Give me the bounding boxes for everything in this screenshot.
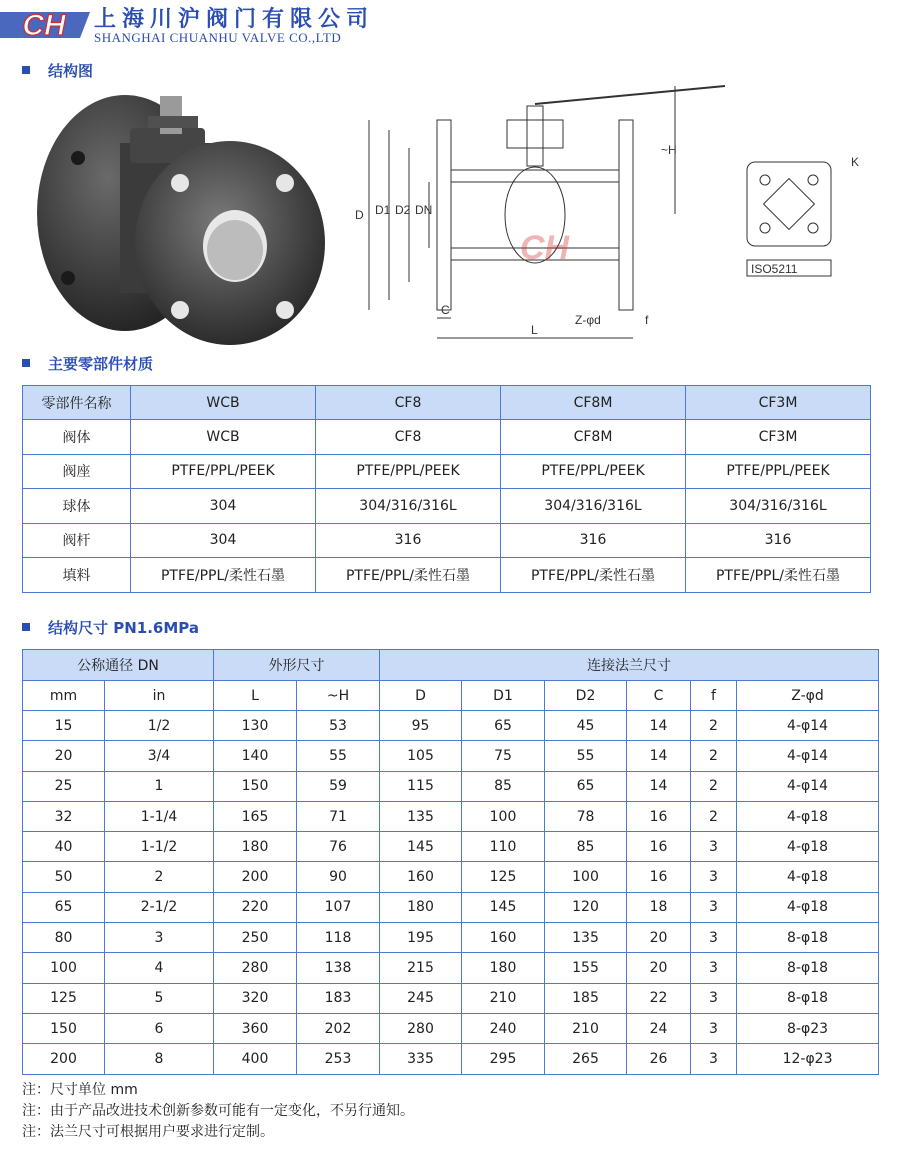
bullet-square-icon [22,623,30,631]
svg-text:~H: ~H [661,143,677,157]
table-cell: 16 [627,801,691,831]
table-header-cell: 连接法兰尺寸 [380,650,879,681]
table-cell: PTFE/PPL/PEEK [501,454,686,489]
table-row [23,862,879,892]
table-header-cell: 零部件名称 [23,386,131,420]
dimensions-subheader-row [23,681,879,711]
dimensions-table [22,649,879,1075]
table-row [23,983,879,1013]
table-cell: 240 [462,1013,545,1043]
table-row [23,558,871,593]
table-cell: 295 [462,1044,545,1074]
table-cell: 95 [380,711,462,741]
table-cell: 24 [627,1013,691,1043]
note-line: 注：法兰尺寸可根据用户要求进行定制。 [22,1124,274,1140]
table-cell: 115 [380,771,462,801]
table-cell: 阀杆 [23,523,131,558]
svg-text:f: f [645,313,649,327]
table-row [23,523,871,558]
table-row [23,741,879,771]
table-cell: 320 [214,983,297,1013]
materials-header-row [23,386,871,420]
section-title-materials: 主要零部件材质 [22,353,153,374]
table-subheader-cell: D2 [545,681,627,711]
table-cell: 180 [380,892,462,922]
table-cell: 138 [297,953,380,983]
notes [22,1080,414,1143]
table-cell: 65 [23,892,105,922]
table-cell: 304/316/316L [316,489,501,524]
table-cell: 32 [23,801,105,831]
table-cell: 110 [462,832,545,862]
table-cell: 3 [691,953,737,983]
table-cell: 12-φ23 [737,1044,879,1074]
table-header-cell: WCB [131,386,316,420]
table-header-cell: CF8M [501,386,686,420]
table-cell: 280 [380,1013,462,1043]
table-cell: 107 [297,892,380,922]
table-cell: 20 [627,953,691,983]
table-cell: 80 [23,923,105,953]
table-cell: 14 [627,741,691,771]
table-subheader-cell: L [214,681,297,711]
table-cell: 2 [105,862,214,892]
table-cell: 20 [627,923,691,953]
table-cell: 4-φ18 [737,832,879,862]
table-cell: 78 [545,801,627,831]
table-cell: 球体 [23,489,131,524]
table-cell: PTFE/PPL/PEEK [686,454,871,489]
table-cell: 76 [297,832,380,862]
company-name-en: SHANGHAI CHUANHU VALVE CO.,LTD [94,30,342,45]
table-cell: 16 [627,832,691,862]
table-cell: 40 [23,832,105,862]
table-cell: 100 [462,801,545,831]
table-cell: 4-φ18 [737,801,879,831]
table-cell: 140 [214,741,297,771]
table-header-cell: 公称通径 DN [23,650,214,681]
table-row [23,711,879,741]
table-row [23,832,879,862]
company-name-cn: 上海川沪阀门有限公司 [94,6,375,32]
table-cell: 316 [501,523,686,558]
section-title-structure: 结构图 [22,60,93,81]
table-header-cell: 外形尺寸 [214,650,380,681]
table-cell: 阀体 [23,420,131,455]
table-row [23,454,871,489]
table-header-cell: CF8 [316,386,501,420]
table-cell: 1-1/4 [105,801,214,831]
table-cell: 2 [691,711,737,741]
table-cell: 90 [297,862,380,892]
table-cell: 1/2 [105,711,214,741]
table-cell: 4-φ14 [737,741,879,771]
table-cell: 1 [105,771,214,801]
table-cell: 53 [297,711,380,741]
svg-text:ISO5211: ISO5211 [751,262,798,276]
table-cell: PTFE/PPL/柔性石墨 [501,558,686,593]
table-cell: 155 [545,953,627,983]
svg-text:D1: D1 [375,203,391,217]
table-cell: 22 [627,983,691,1013]
table-cell: 304/316/316L [501,489,686,524]
table-cell: 3 [691,892,737,922]
table-row [23,771,879,801]
svg-text:C: C [441,303,450,317]
table-cell: 2 [691,801,737,831]
table-cell: 8-φ23 [737,1013,879,1043]
table-cell: 3 [691,862,737,892]
table-cell: 180 [462,953,545,983]
valve-product-photo [30,88,330,350]
table-cell: 202 [297,1013,380,1043]
table-cell: 130 [214,711,297,741]
table-cell: 3 [691,923,737,953]
table-cell: CF8M [501,420,686,455]
table-cell: 65 [545,771,627,801]
table-cell: 4-φ14 [737,711,879,741]
table-cell: 265 [545,1044,627,1074]
svg-text:DN: DN [415,203,433,217]
table-header-cell: CF3M [686,386,871,420]
table-cell: 65 [462,711,545,741]
table-cell: 135 [380,801,462,831]
bullet-square-icon [22,66,30,74]
table-cell: 20 [23,741,105,771]
valve-technical-drawing [345,74,885,350]
table-cell: 165 [214,801,297,831]
table-cell: 200 [23,1044,105,1074]
svg-text:CH: CH [22,9,66,42]
table-cell: PTFE/PPL/柔性石墨 [131,558,316,593]
table-cell: 250 [214,923,297,953]
table-cell: 填料 [23,558,131,593]
table-cell: PTFE/PPL/柔性石墨 [316,558,501,593]
table-cell: 50 [23,862,105,892]
table-cell: 118 [297,923,380,953]
table-cell: 135 [545,923,627,953]
table-cell: 160 [380,862,462,892]
table-subheader-cell: C [627,681,691,711]
table-cell: 14 [627,711,691,741]
table-cell: 210 [462,983,545,1013]
table-row [23,801,879,831]
table-cell: 245 [380,983,462,1013]
svg-text:L: L [531,323,538,337]
table-cell: 150 [23,1013,105,1043]
table-cell: PTFE/PPL/柔性石墨 [686,558,871,593]
table-cell: 4-φ18 [737,892,879,922]
table-cell: 14 [627,771,691,801]
table-cell: 335 [380,1044,462,1074]
table-cell: PTFE/PPL/PEEK [131,454,316,489]
table-cell: 2 [691,741,737,771]
table-subheader-cell: f [691,681,737,711]
table-cell: 120 [545,892,627,922]
table-cell: 160 [462,923,545,953]
table-cell: 145 [380,832,462,862]
table-row [23,420,871,455]
table-cell: 85 [545,832,627,862]
table-cell: 59 [297,771,380,801]
table-cell: 185 [545,983,627,1013]
table-cell: 3 [691,1013,737,1043]
svg-text:D: D [355,208,364,222]
table-cell: 5 [105,983,214,1013]
table-row [23,1044,879,1074]
table-cell: 阀座 [23,454,131,489]
table-cell: 3 [691,1044,737,1074]
table-cell: 4-φ18 [737,862,879,892]
table-cell: 304/316/316L [686,489,871,524]
table-cell: 125 [462,862,545,892]
table-cell: 8-φ18 [737,983,879,1013]
table-cell: 210 [545,1013,627,1043]
table-cell: 25 [23,771,105,801]
table-cell: 55 [297,741,380,771]
table-row [23,892,879,922]
table-cell: 200 [214,862,297,892]
table-subheader-cell: ~H [297,681,380,711]
table-cell: 360 [214,1013,297,1043]
svg-text:K: K [851,155,860,169]
table-cell: 45 [545,711,627,741]
table-cell: 180 [214,832,297,862]
table-cell: 71 [297,801,380,831]
table-cell: 3/4 [105,741,214,771]
table-cell: 183 [297,983,380,1013]
svg-text:D2: D2 [395,203,411,217]
table-cell: 15 [23,711,105,741]
table-cell: 280 [214,953,297,983]
section-title-dimensions: 结构尺寸 PN1.6MPa [22,617,199,638]
table-cell: 304 [131,489,316,524]
table-subheader-cell: in [105,681,214,711]
table-row [23,1013,879,1043]
company-logo [0,4,90,44]
table-cell: 215 [380,953,462,983]
table-cell: 145 [462,892,545,922]
materials-table [22,385,871,593]
table-cell: 6 [105,1013,214,1043]
table-cell: 8 [105,1044,214,1074]
table-cell: 195 [380,923,462,953]
table-cell: 55 [545,741,627,771]
table-cell: 150 [214,771,297,801]
table-subheader-cell: mm [23,681,105,711]
table-cell: 26 [627,1044,691,1074]
table-cell: WCB [131,420,316,455]
table-cell: 18 [627,892,691,922]
bullet-square-icon [22,359,30,367]
table-subheader-cell: Z-φd [737,681,879,711]
table-cell: 400 [214,1044,297,1074]
svg-text:Z-φd: Z-φd [575,313,601,327]
table-cell: PTFE/PPL/PEEK [316,454,501,489]
table-cell: 100 [545,862,627,892]
table-subheader-cell: D1 [462,681,545,711]
table-cell: 253 [297,1044,380,1074]
table-cell: 2-1/2 [105,892,214,922]
table-cell: 16 [627,862,691,892]
table-cell: 220 [214,892,297,922]
table-cell: 316 [316,523,501,558]
table-subheader-cell: D [380,681,462,711]
table-cell: 75 [462,741,545,771]
table-cell: 3 [105,923,214,953]
table-cell: 4-φ14 [737,771,879,801]
table-cell: CF3M [686,420,871,455]
table-cell: 105 [380,741,462,771]
table-cell: 3 [691,832,737,862]
page-header [0,0,900,50]
table-row [23,953,879,983]
svg-text:CH: CH [520,229,570,267]
table-cell: 4 [105,953,214,983]
note-line: 注：尺寸单位 mm [22,1082,138,1098]
table-cell: 100 [23,953,105,983]
table-cell: 3 [691,983,737,1013]
table-cell: 85 [462,771,545,801]
dimensions-group-header-row [23,650,879,681]
table-cell: 8-φ18 [737,953,879,983]
table-cell: CF8 [316,420,501,455]
table-row [23,923,879,953]
table-cell: 125 [23,983,105,1013]
table-cell: 8-φ18 [737,923,879,953]
table-cell: 1-1/2 [105,832,214,862]
table-cell: 316 [686,523,871,558]
note-line: 注：由于产品改进技术创新参数可能有一定变化，不另行通知。 [22,1103,414,1119]
table-cell: 2 [691,771,737,801]
table-cell: 304 [131,523,316,558]
table-row [23,489,871,524]
